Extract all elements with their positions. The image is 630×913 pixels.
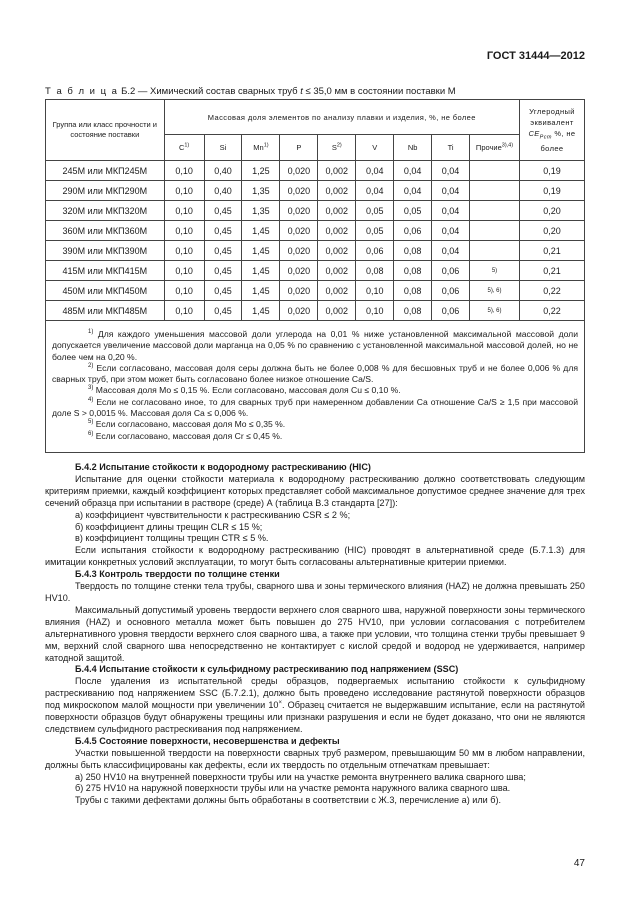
cell-other: 5), 6) (470, 301, 520, 321)
cell-nb: 0,06 (394, 221, 432, 241)
cell-p: 0,020 (280, 301, 318, 321)
cell-c: 0,10 (164, 181, 204, 201)
section-heading-hic: Б.4.2 Испытание стойкости к водородному растрескиванию (HIC) (75, 462, 371, 472)
cell-group: 320М или МКП320М (46, 201, 165, 221)
cell-si: 0,40 (204, 181, 242, 201)
cell-si: 0,45 (204, 241, 242, 261)
paragraph-hic-criteria: Испытание для оценки стойкости материала к водородному растрескиванию должно соответствовать следующим критериям приемки, каждый коэффициент которых представляет собой максимальное допустимое среднее значение для трех сечений образца при испытании в растворе (среде) А (таблица В.3 стандарта [27]): (45, 473, 585, 508)
col-header-mn: Mn$^{1)}$ (242, 135, 280, 161)
page-number: 47 (573, 858, 585, 869)
table-row (46, 281, 585, 301)
cell-ce: 0,21 (519, 261, 584, 281)
cell-group: 290М или МКП290М (46, 181, 165, 201)
cell-s: 0,002 (318, 241, 356, 261)
cell-mn: 1,25 (242, 161, 280, 181)
cell-nb: 0,04 (394, 161, 432, 181)
cell-c: 0,10 (164, 241, 204, 261)
cell-nb: 0,08 (394, 301, 432, 321)
cell-other (470, 181, 520, 201)
carbon-equivalent-header (519, 100, 584, 161)
cell-c: 0,10 (164, 221, 204, 241)
cell-p: 0,020 (280, 201, 318, 221)
cell-c: 0,10 (164, 261, 204, 281)
carbon-header-line1: Углеродный эквивалент (529, 106, 575, 127)
footnote-3: $^{3)}$ Массовая доля Mo ≤ 0,15 %. Если согласовано, массовая доля Cu ≤ 0,10 %. (88, 385, 401, 396)
table-row (46, 241, 585, 261)
table-caption (45, 86, 456, 97)
cell-si: 0,45 (204, 201, 242, 221)
cell-mn: 1,35 (242, 181, 280, 201)
cell-v: 0,10 (356, 281, 394, 301)
caption-text: Б.2 — Химический состав сварных труб (118, 86, 301, 97)
cell-p: 0,020 (280, 261, 318, 281)
cell-si: 0,40 (204, 161, 242, 181)
caption-prefix: Т а б л и ц а (45, 86, 119, 97)
cell-nb: 0,04 (394, 181, 432, 201)
footnote-1: $^{1)}$ Для каждого уменьшения массовой доли углерода на 0,01 % ниже установленной максимальной массовой доли допускается увеличение массовой доли марганца на 0,05 % по сравнению с установленной максимальной массовой долей, но не более чем на 0,20 %. (52, 329, 578, 362)
cell-si: 0,45 (204, 221, 242, 241)
cell-nb: 0,05 (394, 201, 432, 221)
carbon-header-sub: Pcm (539, 134, 552, 141)
paragraph-surface-defects: Участки повышенной твердости на поверхности сварных труб размером, превышающим 50 мм в любом направлении, должны быть классифицированы как дефекты, если их твердость по отдельным отпечаткам превышает: (45, 747, 585, 770)
cell-s: 0,002 (318, 301, 356, 321)
cell-mn: 1,35 (242, 201, 280, 221)
col-header-ti: Ti (432, 135, 470, 161)
cell-c: 0,10 (164, 281, 204, 301)
cell-nb: 0,08 (394, 281, 432, 301)
cell-p: 0,020 (280, 281, 318, 301)
cell-s: 0,002 (318, 221, 356, 241)
cell-other: 5) (470, 261, 520, 281)
cell-s: 0,002 (318, 181, 356, 201)
cell-other (470, 201, 520, 221)
group-header: Группа или класс прочности и состояние поставки (46, 100, 165, 161)
cell-mn: 1,45 (242, 301, 280, 321)
list-item-outer-surface: б) 275 HV10 на наружной поверхности трубы или на участке ремонта наружного валика сварного шва. (75, 783, 511, 794)
cell-ti: 0,04 (432, 161, 470, 181)
section-heading-surface: Б.4.5 Состояние поверхности, несовершенства и дефекты (75, 735, 340, 746)
cell-nb: 0,08 (394, 241, 432, 261)
table-row (46, 261, 585, 281)
table-row (46, 201, 585, 221)
cell-v: 0,08 (356, 261, 394, 281)
cell-other (470, 221, 520, 241)
cell-c: 0,10 (164, 301, 204, 321)
cell-group: 485М или МКП485М (46, 301, 165, 321)
cell-group: 390М или МКП390М (46, 241, 165, 261)
cell-p: 0,020 (280, 181, 318, 201)
cell-mn: 1,45 (242, 261, 280, 281)
cell-mn: 1,45 (242, 241, 280, 261)
cell-c: 0,10 (164, 201, 204, 221)
caption-text-rest: ≤ 35,0 мм в состоянии поставки М (302, 86, 456, 97)
cell-v: 0,04 (356, 181, 394, 201)
cell-ce: 0,19 (519, 181, 584, 201)
footnote-2: $^{2)}$ Если согласовано, массовая доля серы должна быть не более 0,008 % для бесшовных труб и не более 0,006 % для сварных труб, при этом может быть согласовано более низкое отношение Ca/S. (52, 362, 578, 385)
cell-ti: 0,06 (432, 281, 470, 301)
section-heading-ssc: Б.4.4 Испытание стойкости к сульфидному растрескиванию под напряжением (SSC) (75, 664, 459, 675)
list-item-ctr: в) коэффициент толщины трещин CTR ≤ 5 %. (75, 533, 269, 544)
caption-t-variable: t (300, 86, 303, 97)
table-row (46, 301, 585, 321)
cell-si: 0,45 (204, 301, 242, 321)
cell-ti: 0,06 (432, 261, 470, 281)
cell-other: 5), 6) (470, 281, 520, 301)
cell-group: 415М или МКП415М (46, 261, 165, 281)
table-footnotes (46, 321, 585, 453)
cell-si: 0,45 (204, 281, 242, 301)
cell-ce: 0,20 (519, 221, 584, 241)
cell-mn: 1,45 (242, 281, 280, 301)
cell-v: 0,05 (356, 221, 394, 241)
cell-ti: 0,04 (432, 221, 470, 241)
carbon-header-ce: CE (528, 128, 540, 138)
col-header-c: $C^{1)}$ (164, 135, 204, 161)
cell-nb: 0,08 (394, 261, 432, 281)
cell-p: 0,020 (280, 161, 318, 181)
cell-other (470, 161, 520, 181)
col-header-other: Прочие$^{3),4)}$ (470, 135, 520, 161)
standard-header: ГОСТ 31444—2012 (486, 50, 585, 62)
cell-ce: 0,22 (519, 301, 584, 321)
table-row (46, 221, 585, 241)
cell-other (470, 241, 520, 261)
paragraph-hardness-max: Максимальный допустимый уровень твердости верхнего слоя сварного шва, наружной поверхности зоны термического влияния (HAZ) и основного металла может быть повышен до 275 HV10, при условии согласования с потребителем альтернативного уровня твердости верхнего слоя сварного шва, а также при условии, что толщина стенки трубы превышает 9 мм, верхний слой сварного шва непосредственно не контактирует с кислой средой и водород не удерживается, например катодной защитой. (45, 604, 585, 663)
chemical-composition-table (45, 99, 585, 453)
cell-group: 360М или МКП360М (46, 221, 165, 241)
cell-v: 0,04 (356, 161, 394, 181)
cell-ce: 0,20 (519, 201, 584, 221)
cell-v: 0,05 (356, 201, 394, 221)
document-body (45, 462, 585, 807)
paragraph-ssc: После удаления из испытательной среды образцов, подвергаемых испытанию стойкости к сульфидному растрескиванию под напряжением SSC (Б.7.2.1), должно быть проведено исследование растянутой поверхности образцов под микроскопом малой мощности при увеличении 10×. Образец считается не выдержавшим испытание, если на растянутой поверхности образцов будут обнаружены трещины или признаки разрушения и если не будет доказано, что они не являются следствием сульфидного растрескивания под напряжением. (45, 676, 585, 734)
cell-ti: 0,04 (432, 181, 470, 201)
cell-ti: 0,04 (432, 201, 470, 221)
cell-si: 0,45 (204, 261, 242, 281)
cell-p: 0,020 (280, 221, 318, 241)
table-row (46, 181, 585, 201)
cell-mn: 1,45 (242, 221, 280, 241)
list-item-csr: а) коэффициент чувствительности к растрескиванию CSR ≤ 2 %; (75, 509, 351, 520)
cell-ce: 0,19 (519, 161, 584, 181)
list-item-inner-surface: а) 250 HV10 на внутренней поверхности трубы или на участке ремонта внутреннего валика сварного шва; (75, 771, 526, 782)
cell-s: 0,002 (318, 201, 356, 221)
cell-group: 245М или МКП245М (46, 161, 165, 181)
footnote-5: $^{5)}$ Если согласовано, массовая доля Mo ≤ 0,35 %. (88, 419, 286, 430)
cell-group: 450М или МКП450М (46, 281, 165, 301)
cell-s: 0,002 (318, 161, 356, 181)
cell-s: 0,002 (318, 261, 356, 281)
cell-v: 0,10 (356, 301, 394, 321)
cell-s: 0,002 (318, 281, 356, 301)
paragraph-defect-treatment: Трубы с такими дефектами должны быть обработаны в соответствии с Ж.3, перечисление а) или б). (75, 795, 502, 806)
footnote-6: $^{6)}$ Если согласовано, массовая доля Cr ≤ 0,45 %. (88, 430, 283, 441)
cell-ti: 0,04 (432, 241, 470, 261)
paragraph-hardness-limit: Твердость по толщине стенки тела трубы, сварного шва и зоны термического влияния (HAZ) не должна превышать 250 HV10. (45, 581, 585, 603)
list-item-clr: б) коэффициент длины трещин CLR ≤ 15 %; (75, 521, 263, 532)
col-header-s: $S^{2)}$ (318, 135, 356, 161)
cell-p: 0,020 (280, 241, 318, 261)
mass-fraction-header: Массовая доля элементов по анализу плавки и изделия, %, не более (164, 100, 519, 135)
table-row (46, 161, 585, 181)
col-header-p: P (280, 135, 318, 161)
section-heading-hardness: Б.4.3 Контроль твердости по толщине стенки (75, 569, 280, 580)
cell-c: 0,10 (164, 161, 204, 181)
col-header-si: Si (204, 135, 242, 161)
cell-ti: 0,06 (432, 301, 470, 321)
cell-ce: 0,21 (519, 241, 584, 261)
cell-ce: 0,22 (519, 281, 584, 301)
paragraph-hic-alternative: Если испытания стойкости к водородному растрескиванию (HIC) проводят в альтернативной среде (Б.7.1.3) для имитации конкретных условий эксплуатации, то могут быть согласованы альтернативные критерии приемки. (45, 545, 585, 568)
col-header-nb: Nb (394, 135, 432, 161)
col-header-v: V (356, 135, 394, 161)
carbon-header-line2: %, не более (540, 128, 576, 154)
cell-v: 0,06 (356, 241, 394, 261)
footnote-4: $^{4)}$ Если не согласовано иное, то для сварных труб при намеренном добавлении Ca отношение Ca/S ≥ 1,5 при массовой доле S > 0,0015 %. Массовая доля Ca ≤ 0,006 %. (52, 396, 578, 419)
